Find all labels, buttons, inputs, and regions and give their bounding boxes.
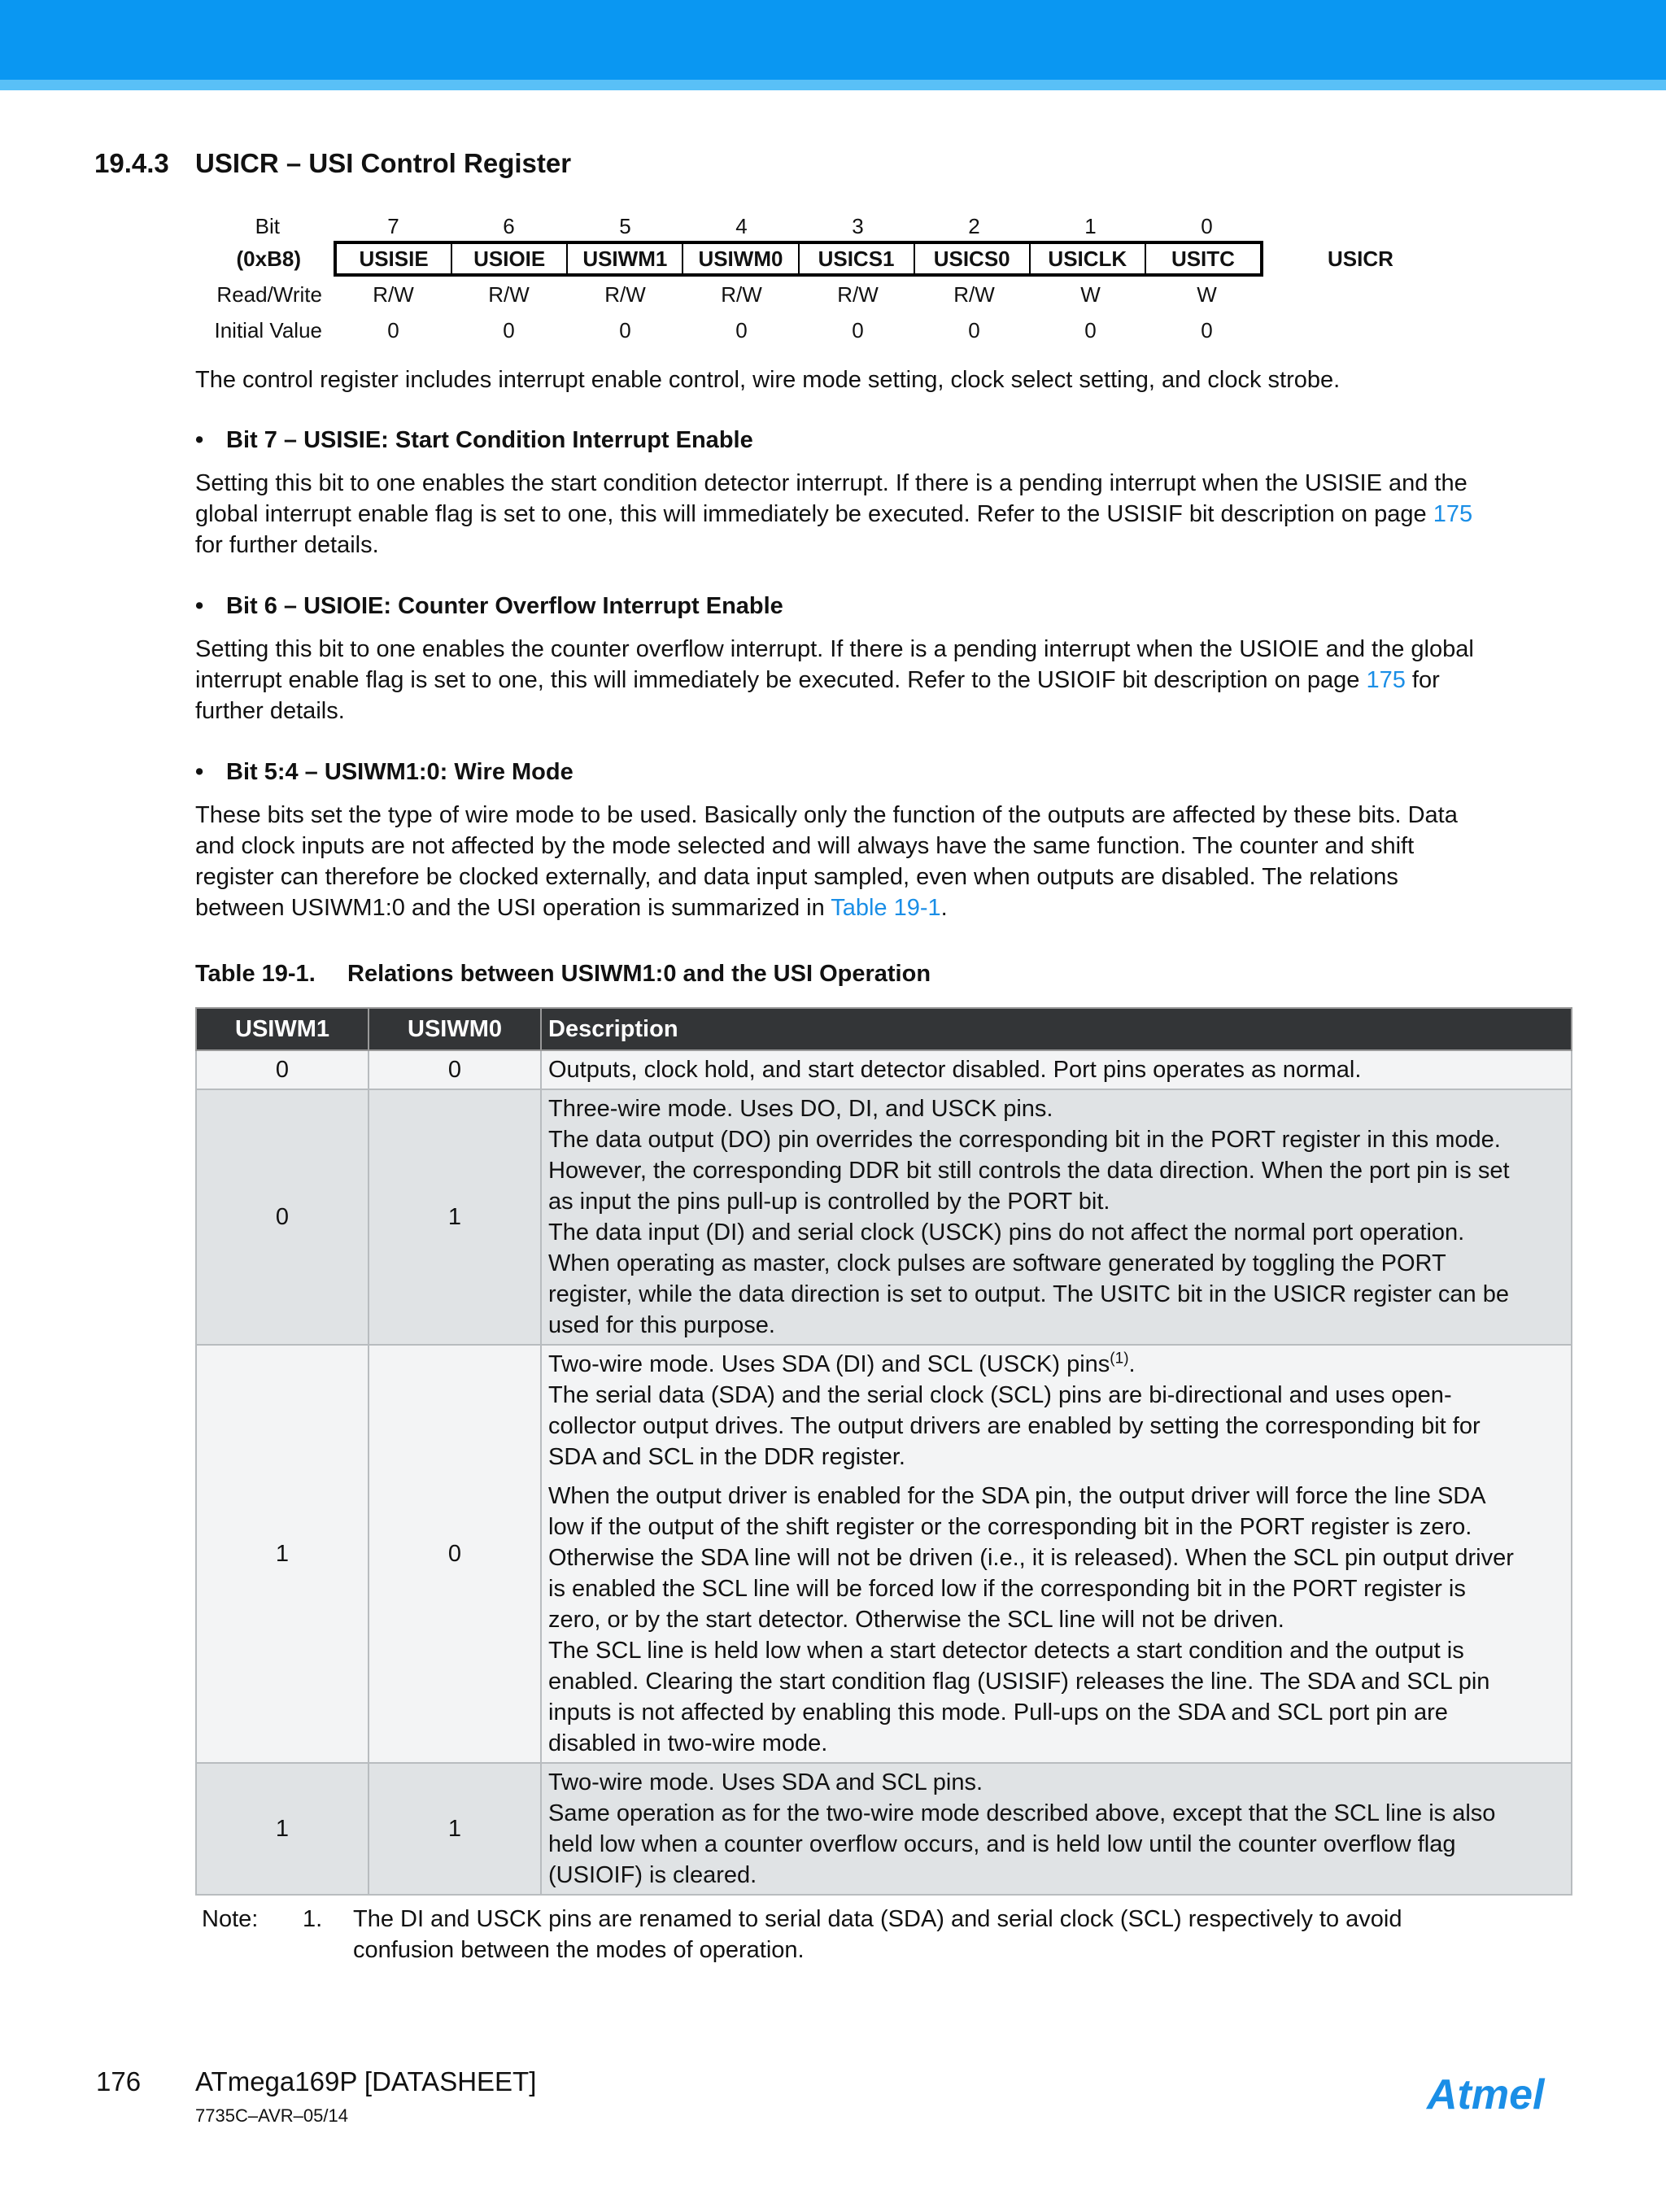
description-line: held low when a counter overflow occurs, and is held low until the counter overflow flag [548,1831,1456,1857]
section-title [94,148,571,179]
table-row [196,1050,1572,1089]
description-text: Two-wire mode. Uses SDA (DI) and SCL (USCK) pins [548,1351,1110,1377]
bit54-heading [195,759,574,786]
description-line: as input the pins pull-up is controlled by the PORT bit. [548,1189,1110,1215]
bit7-line-text: global interrupt enable flag is set to one, this will immediately be executed. Refer to the USISIF bit description on page [195,501,1433,527]
bit54-line: These bits set the type of wire mode to be used. Basically only the function of the outputs are affected by these bits. Data [195,802,1458,828]
bit-name-usiwm0: USIWM0 [683,244,799,273]
bit7-heading-text: Bit 7 – USISIE: Start Condition Interrupt Enable [226,427,753,453]
usiwm1-cell: 1 [196,1345,369,1763]
description-line: disabled in two-wire mode. [548,1730,828,1756]
description-line: Two-wire mode. Uses SDA and SCL pins. [548,1769,983,1795]
note-line: confusion between the modes of operation. [353,1937,805,1963]
description-line: However, the corresponding DDR bit still controls the data direction. When the port pin is set [548,1158,1510,1184]
bit54-line: register can therefore be clocked externally, and data input sampled, even when outputs are disabled. The relations [195,864,1398,890]
atmel-logo [1425,2066,1572,2123]
register-name: USICR [1328,247,1393,271]
bit54-paragraph [195,800,1562,923]
bit7-paragraph [195,468,1562,561]
bit-access: R/W [373,282,414,307]
document-revision: 7735C–AVR–05/14 [195,2105,348,2126]
bit-number: 1 [1084,214,1097,238]
bullet-glyph: • [195,593,204,619]
bit6-heading [195,593,783,620]
column-header: USIWM0 [369,1008,541,1050]
bit7-heading [195,427,753,454]
bit6-line-text: for [1405,667,1440,693]
description-line: register, while the data direction is set to output. The USITC bit in the USICR register can be [548,1281,1509,1307]
register-bit-box [334,241,1263,277]
bit-number: 4 [735,214,748,238]
bit-name-usiwm1: USIWM1 [568,244,683,273]
usiwm1-cell: 1 [196,1763,369,1895]
table-number: Table 19-1. [195,961,316,987]
description-line: Outputs, clock hold, and start detector disabled. Port pins operates as normal. [548,1057,1362,1083]
initial-value-label: Initial Value [214,318,322,342]
bit-name-usitc: USITC [1171,247,1235,271]
description-line: enabled. Clearing the start condition flag (USISIF) releases the line. The SDA and SCL pin [548,1669,1490,1695]
header-bar [0,0,1666,80]
section-number: 19.4.3 [94,148,169,178]
register-address: (0xB8) [236,247,301,271]
bit-access: W [1080,282,1101,307]
description-line [548,1349,1564,1380]
bit-access: R/W [604,282,646,307]
description-line: (USIOIF) is cleared. [548,1862,757,1888]
bit-initial: 0 [619,318,631,342]
bit-access: R/W [721,282,762,307]
bit-number: 6 [503,214,515,238]
bit-initial: 0 [735,318,748,342]
bit6-line: further details. [195,698,345,724]
bit-access: R/W [488,282,530,307]
bit-name-usisie: USISIE [337,244,452,273]
description-line: The data input (DI) and serial clock (USCK) pins do not affect the normal port operation. [548,1219,1465,1246]
bit54-line [195,892,1562,923]
description-line: The data output (DO) pin overrides the corresponding bit in the PORT register in this mode. [548,1127,1501,1153]
bit6-line: Setting this bit to one enables the counter overflow interrupt. If there is a pending interrupt when the USIOIE and the global [195,636,1474,662]
column-header: Description [541,1008,1572,1050]
bit-name-usiclk: USICLK [1031,244,1146,273]
description-line: inputs is not affected by enabling this mode. Pull-ups on the SDA and SCL port pin are [548,1699,1448,1726]
bit-initial: 0 [503,318,515,342]
usiwm0-cell: 1 [369,1763,541,1895]
bit-number: 2 [968,214,980,238]
wire-mode-table [195,1007,1572,1896]
bit-number: 5 [619,214,631,238]
note-label: Note: [202,1906,259,1932]
note-text [353,1904,1590,1965]
bit-initial: 0 [1201,318,1213,342]
usiwm1-cell: 0 [196,1050,369,1089]
description-cell [541,1089,1572,1345]
description-line: The SCL line is held low when a start detector detects a start condition and the output is [548,1638,1464,1664]
description-text: . [1128,1351,1136,1377]
column-header: USIWM1 [196,1008,369,1050]
description-line: low if the output of the shift register or the corresponding bit in the PORT register is zero. [548,1514,1472,1540]
page-link-175[interactable]: 175 [1366,667,1406,693]
bit7-line: Setting this bit to one enables the start condition detector interrupt. If there is a pending interrupt when the USISIE and the [195,470,1468,496]
description-line: zero, or by the start detector. Otherwise the SCL line will not be driven. [548,1607,1284,1633]
read-write-label: Read/Write [216,282,322,307]
bit7-line [195,499,1562,530]
document-title: ATmega169P [DATASHEET] [195,2066,537,2096]
bit54-heading-text: Bit 5:4 – USIWM1:0: Wire Mode [226,759,574,785]
description-line: Same operation as for the two-wire mode described above, except that the SCL line is also [548,1800,1496,1826]
table-link-19-1[interactable]: Table 19-1 [831,895,941,921]
bit54-line-text: between USIWM1:0 and the USI operation is summarized in [195,895,831,921]
page-number: 176 [96,2066,142,2096]
bit-name-usioie: USIOIE [452,244,568,273]
table-caption [195,961,931,988]
description-line: is enabled the SCL line will be forced low if the corresponding bit in the PORT register is [548,1576,1466,1602]
bit54-line: and clock inputs are not affected by the mode selected and will always have the same function. The counter and shift [195,833,1415,859]
bit-name-usics1: USICS1 [800,244,915,273]
bit6-line [195,665,1562,696]
usiwm1-cell: 0 [196,1089,369,1345]
table-row [196,1089,1572,1345]
logo-text: Atmel [1427,2071,1545,2118]
description-cell [541,1050,1572,1089]
note-line: The DI and USCK pins are renamed to serial data (SDA) and serial clock (SCL) respectively to avoid [353,1906,1402,1932]
table-title: Relations between USIWM1:0 and the USI Operation [347,961,931,987]
description-line: Otherwise the SDA line will not be driven (i.e., it is released). When the SCL pin output driver [548,1545,1514,1571]
paragraph-gap [548,1472,1564,1481]
description-line: SDA and SCL in the DDR register. [548,1444,905,1470]
description-cell [541,1345,1572,1763]
page-link-175[interactable]: 175 [1433,501,1473,527]
bit-initial: 0 [852,318,864,342]
header-stripe [0,80,1666,90]
bit-initial: 0 [968,318,980,342]
intro-paragraph: The control register includes interrupt enable control, wire mode setting, clock select setting, and clock strobe. [195,367,1341,393]
bit6-heading-text: Bit 6 – USIOIE: Counter Overflow Interrupt Enable [226,593,783,619]
bit-access: R/W [837,282,879,307]
bit-name-usics0: USICS0 [915,244,1031,273]
bit6-paragraph [195,634,1562,726]
bit-initial: 0 [387,318,399,342]
description-line: Three-wire mode. Uses DO, DI, and USCK pins. [548,1096,1053,1122]
bit-initial: 0 [1084,318,1097,342]
bit-label: Bit [255,214,280,238]
table-header-row [196,1008,1572,1050]
bit-number: 0 [1201,214,1213,238]
bit7-line: for further details. [195,532,379,558]
description-line: When operating as master, clock pulses are software generated by toggling the PORT [548,1250,1446,1276]
note-number: 1. [303,1906,323,1932]
usiwm0-cell: 1 [369,1089,541,1345]
bullet-glyph: • [195,427,204,453]
table-row [196,1345,1572,1763]
table-row [196,1763,1572,1895]
bit-access: W [1197,282,1217,307]
section-heading: USICR – USI Control Register [195,148,572,178]
usiwm0-cell: 0 [369,1050,541,1089]
bit-access: R/W [953,282,995,307]
description-line: The serial data (SDA) and the serial clock (SCL) pins are bi-directional and uses open- [548,1382,1452,1408]
footnote-ref[interactable]: (1) [1110,1350,1129,1368]
description-line: collector output drives. The output drivers are enabled by setting the corresponding bit for [548,1413,1481,1439]
description-line: used for this purpose. [548,1312,775,1338]
bit-number: 3 [852,214,864,238]
usiwm0-cell: 0 [369,1345,541,1763]
bit6-line-text: interrupt enable flag is set to one, this will immediately be executed. Refer to the USIOIF bit description on page [195,667,1367,693]
bit54-line-text: . [940,895,948,921]
description-line: When the output driver is enabled for the SDA pin, the output driver will force the line SDA [548,1483,1486,1509]
bit-number: 7 [387,214,399,238]
description-cell [541,1763,1572,1895]
bullet-glyph: • [195,759,204,785]
